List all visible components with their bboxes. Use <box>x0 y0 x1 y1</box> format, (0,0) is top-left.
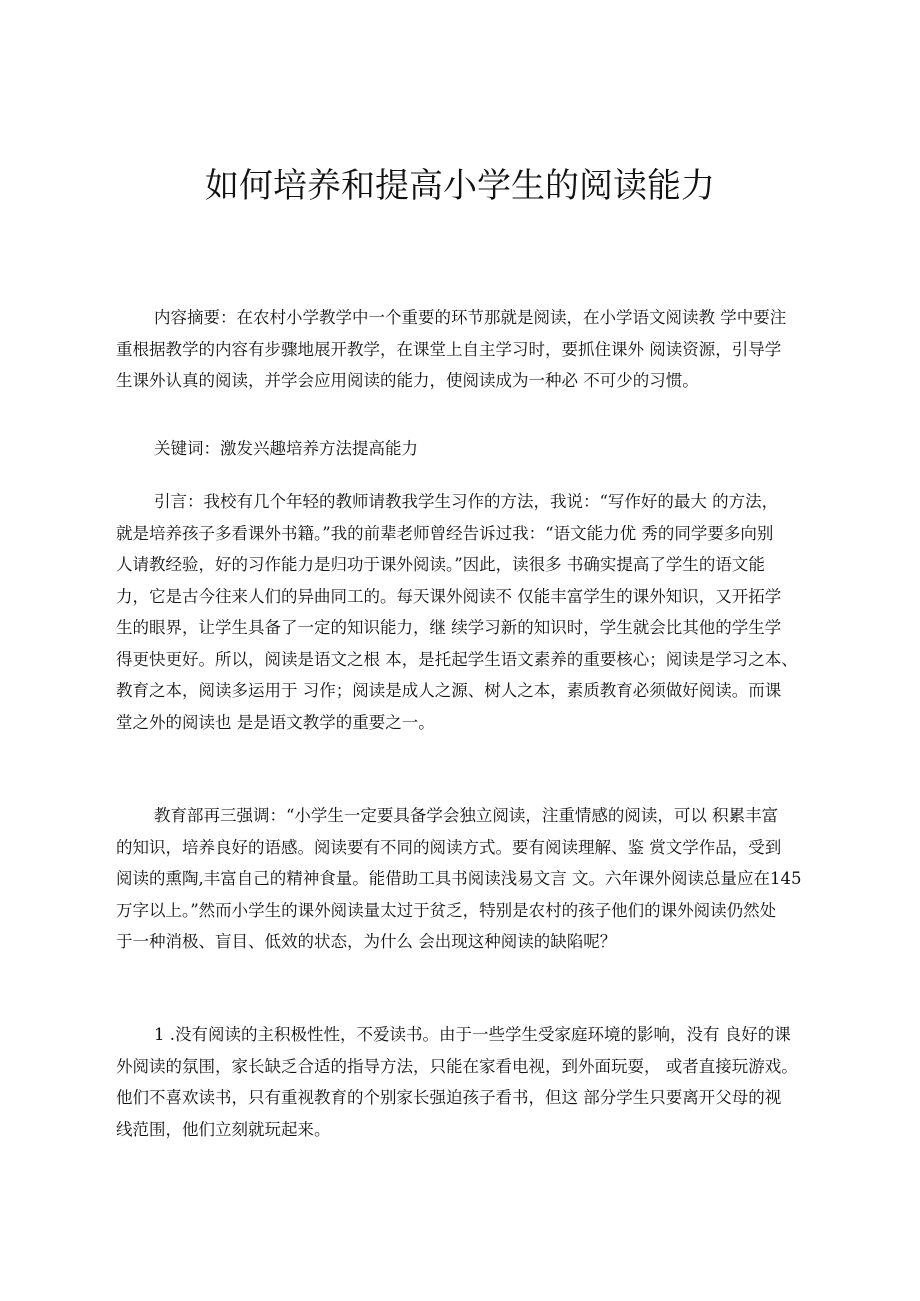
intro-line: 力，它是古今往来人们的异曲同工的。每天课外阅读不 仅能丰富学生的课外知识，又开拓学 <box>116 586 782 606</box>
point-1-line: 1 .没有阅读的主积极性性，不爱读书。由于一些学生受家庭环境的影响，没有 良好的课 <box>154 1025 791 1044</box>
ministry-line: 阅读的熏陶,丰富自己的精神食量。能借助工具书阅读浅易文言 文。六年课外阅读总量应在145 <box>116 869 802 888</box>
point-1-line: 外阅读的氛围，家长缺乏合适的指导方法，只能在家看电视，到外面玩耍， 或者直接玩游戏。 <box>116 1056 798 1076</box>
keywords-line: 关键词：激发兴趣培养方法提高能力 <box>154 439 418 458</box>
document-title: 如何培养和提高小学生的阅读能力 <box>205 166 715 206</box>
intro-line: 堂之外的阅读也 是是语文教学的重要之一。 <box>116 712 435 732</box>
abstract-paragraph <box>116 302 826 397</box>
abstract-line: 重根据教学的内容有步骤地展开教学，在课堂上自主学习时，要抓住课外 阅读资源，引导学 <box>116 339 782 359</box>
intro-line: 教育之本，阅读多运用于 习作；阅读是成人之源、树人之本，素质教育必须做好阅读。而课 <box>116 681 782 700</box>
intro-line: 人请教经验，好的习作能力是归功于课外阅读。”因此，读很多 书确实提高了学生的语文能 <box>116 555 765 574</box>
abstract-line: 生课外认真的阅读，并学会应用阅读的能力，使阅读成为一种必 不可少的习惯。 <box>116 371 699 390</box>
intro-line: 就是培养孩子多看课外书籍。”我的前辈老师曾经告诉过我：“语文能力优 秀的同学要多向别 <box>116 523 774 543</box>
abstract-line: 内容摘要：在农村小学教学中一个重要的环节那就是阅读，在小学语文阅读教 学中要注 <box>154 308 787 327</box>
intro-line: 得更快更好。所以，阅读是语文之根 本，是托起学生语文素养的重要核心；阅读是学习之本、 <box>116 649 798 669</box>
ministry-paragraph <box>116 800 826 958</box>
intro-line: 引言：我校有几个年轻的教师请教我学生习作的方法，我说：“写作好的最大 的方法， <box>154 492 779 511</box>
point-1-line: 他们不喜欢读书，只有重视教育的个别家长强迫孩子看书，但这 部分学生只要离开父母的视 <box>116 1088 782 1107</box>
keywords-paragraph <box>116 433 826 465</box>
point-1-paragraph <box>116 1019 826 1145</box>
point-1-line: 线范围，他们立刻就玩起来。 <box>116 1119 331 1139</box>
ministry-line: 教育部再三强调：“小学生一定要具备学会独立阅读，注重情感的阅读，可以 积累丰富 <box>154 806 779 825</box>
ministry-line: 于一种消极、盲目、低效的状态，为什么 会出现这种阅读的缺陷呢？ <box>116 932 617 951</box>
ministry-line: 的知识，培养良好的语感。阅读要有不同的阅读方式。要有阅读理解、鉴 赏文学作品，受到 <box>116 837 782 857</box>
intro-paragraph <box>116 486 826 738</box>
ministry-line: 万字以上。”然而小学生的课外阅读量太过于贫乏，特别是农村的孩子他们的课外阅读仍然处 <box>116 900 777 920</box>
intro-line: 生的眼界，让学生具备了一定的知识能力，继 续学习新的知识时，学生就会比其他的学生学 <box>116 618 782 637</box>
